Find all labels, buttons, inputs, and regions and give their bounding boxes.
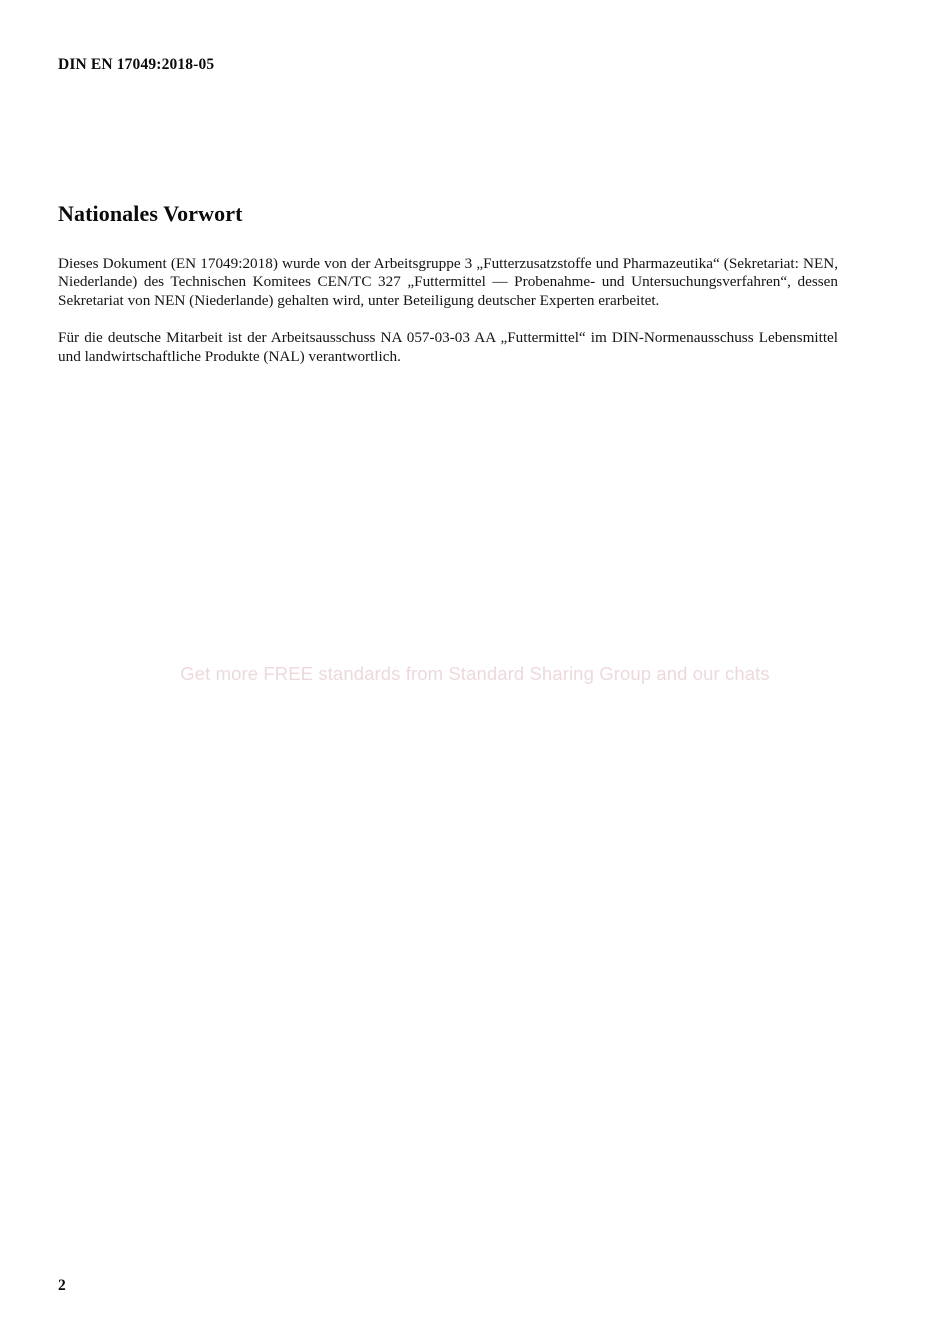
document-header-standard-number: DIN EN 17049:2018-05 — [58, 56, 215, 73]
section-heading-nationales-vorwort: Nationales Vorwort — [58, 201, 243, 226]
page-number: 2 — [58, 1277, 66, 1294]
page-content — [58, 200, 838, 366]
paragraph-responsible-committee: Für die deutsche Mitarbeit ist der Arbeitsausschuss NA 057-03-03 AA „Futtermittel“ im DIN-Normenausschuss Lebensmittel und landwirtschaftliche Produkte (NAL) verantwortlich. — [58, 328, 838, 365]
paragraph-working-group: Dieses Dokument (EN 17049:2018) wurde von der Arbeitsgruppe 3 „Futterzusatzstoffe und Pharmazeutika“ (Sekretariat: NEN, Niederlande) des Technischen Komitees CEN/TC 327 „Futtermittel — Probenahme- und Untersuchungsverfahren“, dessen Sekretariat von NEN (Niederlande) gehalten wird, unter Beteiligung deutscher Experten erarbeitet. — [58, 254, 838, 310]
watermark-text: Get more FREE standards from Standard Sharing Group and our chats — [180, 663, 770, 684]
